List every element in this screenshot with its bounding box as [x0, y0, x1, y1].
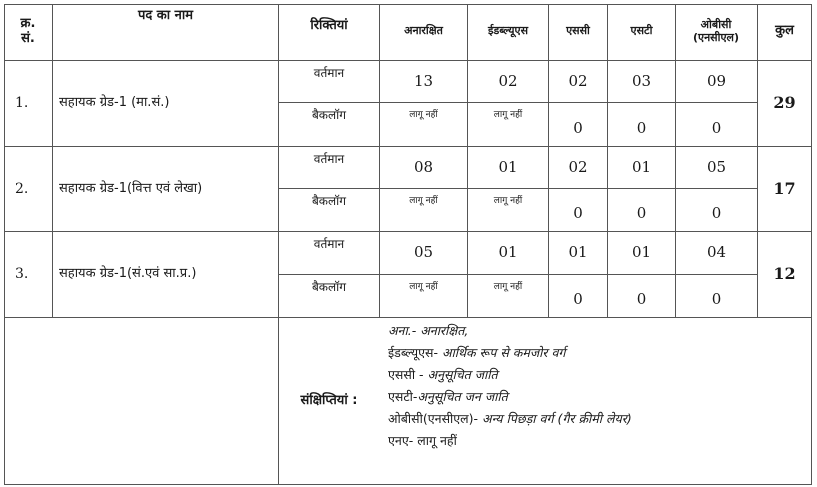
- abbreviation-item: [388, 408, 808, 430]
- row2-post-name: सहायक ग्रेड-1(वित्त एवं लेखा): [59, 180, 203, 196]
- row2-current-ur: 08: [413, 157, 434, 176]
- abbreviation-desc: अनुसूचित जन जाति: [417, 389, 508, 404]
- header-post: पद का नाम: [137, 7, 194, 23]
- row1-current-ur: 13: [413, 71, 434, 90]
- row3-current-label: वर्तमान: [313, 237, 345, 252]
- row1-current-ews: 02: [498, 71, 518, 90]
- header-vacancies: रिक्तियां: [310, 17, 348, 33]
- row1-backlog-label: बैकलॉग: [311, 108, 347, 123]
- abbreviation-desc: अनुसूचित जाति: [427, 367, 498, 382]
- row3-current-ews: 01: [498, 243, 518, 262]
- row3-backlog-label: बैकलॉग: [311, 280, 347, 295]
- header-obc: ओबीसी (एनसीएल): [692, 18, 740, 44]
- row1-backlog-ur: लागू नहीं: [409, 109, 438, 120]
- abbreviation-term: एससी -: [388, 367, 424, 382]
- row2-current-sc: 02: [568, 157, 588, 176]
- abbreviation-term: एनए-: [388, 433, 414, 448]
- row1-backlog-obc: 0: [711, 119, 722, 138]
- row2-backlog-st: 0: [636, 204, 647, 223]
- row2-sno: 2.: [15, 180, 29, 197]
- abbreviation-term: ओबीसी(एनसीएल)-: [388, 411, 479, 426]
- row2-current-obc: 05: [706, 157, 727, 176]
- abbreviation-desc: अनारक्षित,: [420, 323, 469, 338]
- row2-current-ews: 01: [498, 157, 518, 176]
- row1-post-name: सहायक ग्रेड-1 (मा.सं.): [59, 95, 170, 111]
- row2-backlog-label: बैकलॉग: [311, 194, 347, 209]
- abbreviation-desc: आर्थिक रूप से कमजोर वर्ग: [441, 345, 566, 360]
- header-st: एसटी: [630, 23, 653, 37]
- abbreviation-desc: लागू नहीं: [417, 433, 457, 448]
- header-ur: अनारक्षित: [404, 23, 443, 37]
- abbreviation-item: [388, 342, 808, 364]
- row3-backlog-obc: 0: [711, 290, 722, 309]
- row3-bottom-line: [4, 317, 812, 318]
- abbreviation-item: [388, 386, 808, 408]
- table-border-bottom: [4, 484, 812, 485]
- row3-current-sc: 01: [568, 243, 588, 262]
- row2-backlog-ur: लागू नहीं: [409, 195, 438, 206]
- abbreviations-list: [388, 320, 808, 452]
- row2-current-st: 01: [631, 157, 652, 176]
- row3-current-st: 01: [631, 243, 652, 262]
- abbreviation-item: [388, 320, 808, 342]
- row1-sno: 1.: [15, 95, 29, 112]
- row3-backlog-ews: लागू नहीं: [493, 281, 523, 292]
- row3-sno: 3.: [15, 266, 29, 283]
- row2-backlog-sc: 0: [573, 204, 583, 223]
- abbreviation-term: ईडब्ल्यूएस-: [388, 345, 438, 360]
- row3-current-obc: 04: [706, 243, 727, 262]
- header-sc: एससी: [566, 23, 590, 37]
- row1-current-st: 03: [631, 71, 652, 90]
- row3-current-ur: 05: [413, 243, 434, 262]
- row2-current-label: वर्तमान: [313, 152, 345, 167]
- row1-backlog-ews: लागू नहीं: [493, 109, 523, 120]
- row1-total: 29: [773, 93, 796, 113]
- row2-backlog-obc: 0: [711, 204, 722, 223]
- abbreviations-title: संक्षिप्तियां :: [300, 392, 358, 408]
- abbreviation-term: एसटी-: [388, 389, 418, 404]
- header-sno: क्र. सं.: [20, 16, 36, 46]
- row1-backlog-sc: 0: [573, 119, 583, 138]
- row3-backlog-ur: लागू नहीं: [409, 281, 438, 292]
- row1-backlog-st: 0: [636, 119, 647, 138]
- abbreviation-desc: अन्य पिछड़ा वर्ग (गैर क्रीमी लेयर): [482, 411, 632, 426]
- table-border-right: [811, 4, 812, 485]
- row1-current-sc: 02: [568, 71, 588, 90]
- row3-backlog-sc: 0: [573, 290, 583, 309]
- row3-post-name: सहायक ग्रेड-1(सं.एवं सा.प्र.): [59, 266, 197, 282]
- abbreviation-item: [388, 430, 808, 452]
- abbreviation-item: [388, 364, 808, 386]
- row3-total: 12: [773, 264, 796, 284]
- row3-backlog-st: 0: [636, 290, 647, 309]
- row2-backlog-ews: लागू नहीं: [493, 195, 523, 206]
- abbreviation-term: अना.-: [388, 323, 417, 338]
- header-total: कुल: [775, 22, 794, 38]
- row1-current-label: वर्तमान: [313, 66, 345, 81]
- row1-current-obc: 09: [706, 71, 727, 90]
- header-ews: ईडब्ल्यूएस: [487, 23, 529, 37]
- row2-total: 17: [773, 178, 796, 198]
